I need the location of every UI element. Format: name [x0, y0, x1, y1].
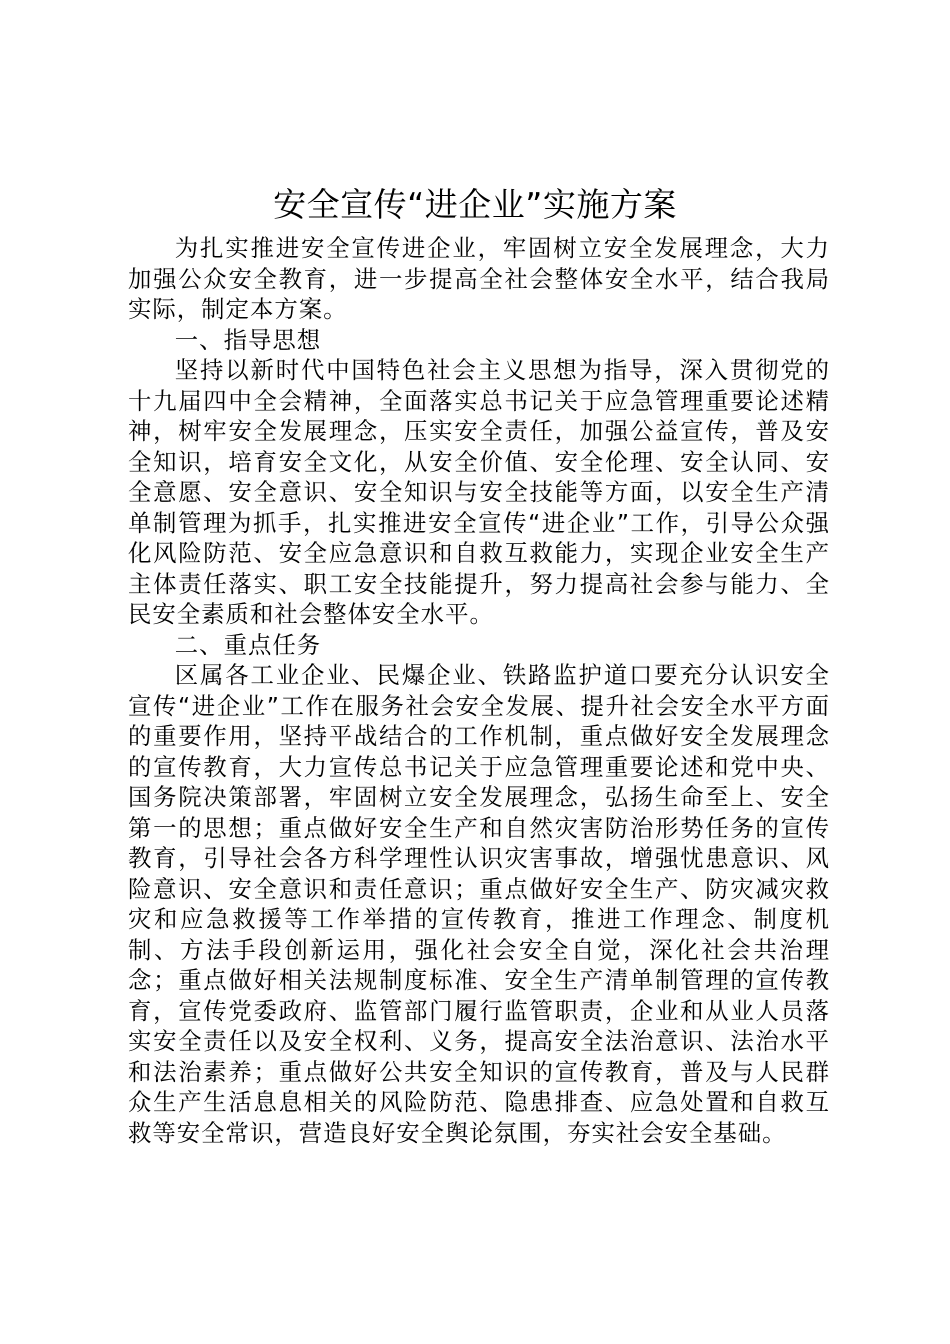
- section-heading-guiding-ideology: 一、指导思想: [174, 325, 322, 354]
- document-body: [128, 233, 830, 1148]
- section-paragraph-guiding-ideology: 坚持以新时代中国特色社会主义思想为指导，深入贯彻党的十九届四中全会精神，全面落实总书记关于应急管理重要论述精神，树牢安全发展理念，压实安全责任，加强公益宣传，普及安全知识，培育安全文化，从安全价值、安全伦理、安全认同、安全意愿、安全意识、安全知识与安全技能等方面，以安全生产清单制管理为抓手，扎实推进安全宣传“进企业”工作，引导公众强化风险防范、安全应急意识和自救互救能力，实现企业安全生产主体责任落实、职工安全技能提升，努力提高社会参与能力、全民安全素质和社会整体安全水平。: [128, 356, 830, 628]
- intro-paragraph: 为扎实推进安全宣传进企业，牢固树立安全发展理念，大力加强公众安全教育，进一步提高全社会整体安全水平，结合我局实际，制定本方案。: [128, 234, 830, 323]
- document-title: 安全宣传“进企业”实施方案: [273, 185, 677, 224]
- section-paragraph-key-tasks: 区属各工业企业、民爆企业、铁路监护道口要充分认识安全宣传“进企业”工作在服务社会安全发展、提升社会安全水平方面的重要作用，坚持平战结合的工作机制，重点做好安全发展理念的宣传教育，大力宣传总书记关于应急管理重要论述和党中央、国务院决策部署，牢固树立安全发展理念，弘扬生命至上、安全第一的思想；重点做好安全生产和自然灾害防治形势任务的宣传教育，引导社会各方科学理性认识灾害事故，增强忧患意识、风险意识、安全意识和责任意识；重点做好安全生产、防灾减灾救灾和应急救援等工作举措的宣传教育，推进工作理念、制度机制、方法手段创新运用，强化社会安全自觉，深化社会共治理念；重点做好相关法规制度标准、安全生产清单制管理的宣传教育，宣传党委政府、监管部门履行监管职责，企业和从业人员落实安全责任以及安全权利、义务，提高安全法治意识、法治水平和法治素养；重点做好公共安全知识的宣传教育，普及与人民群众生产生活息息相关的风险防范、隐患排查、应急处置和自救互救等安全常识，营造良好安全舆论氛围，夯实社会安全基础。: [128, 661, 830, 1147]
- section-heading-key-tasks: 二、重点任务: [174, 630, 322, 659]
